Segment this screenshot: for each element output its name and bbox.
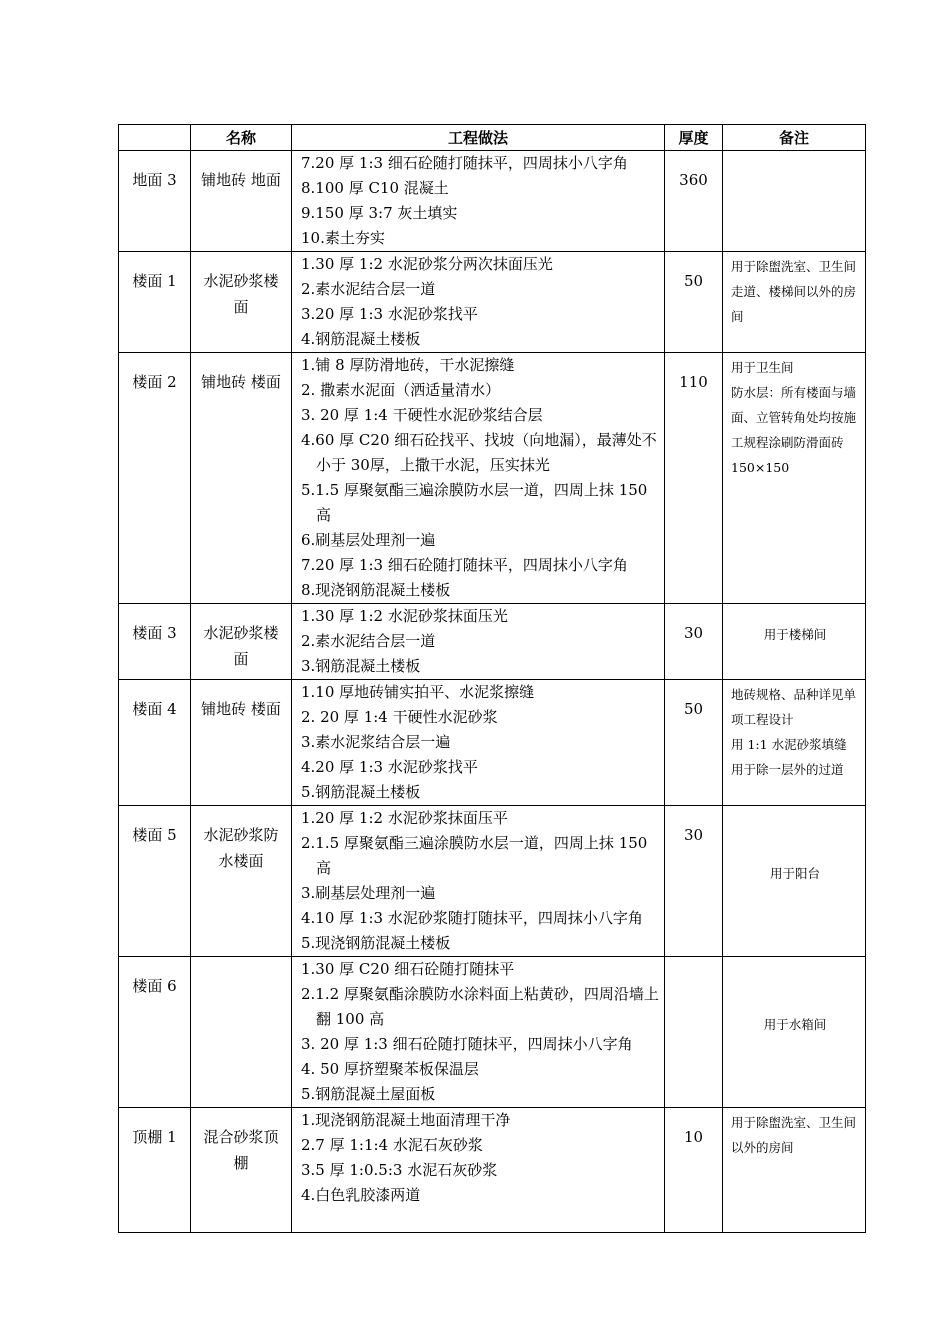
row-note-cell [723, 252, 866, 353]
row-thickness-cell: 10 [665, 1108, 723, 1233]
row-name-cell: 水泥砂浆楼面 [191, 252, 292, 353]
row-note-cell [723, 604, 866, 680]
method-line: 6.刷基层处理剂一遍 [301, 531, 436, 549]
table-row [119, 957, 866, 1108]
note-line: 用于水箱间 [763, 1017, 827, 1032]
row-method-cell [292, 151, 665, 252]
method-line: 1.现浇钢筋混凝土地面清理干净 [301, 1111, 511, 1129]
row-note-cell [723, 151, 866, 252]
row-name-cell: 混合砂浆顶棚 [191, 1108, 292, 1233]
method-line: 5.钢筋混凝土屋面板 [301, 1085, 436, 1103]
note-line: 用于除盥洗室、卫生间走道、楼梯间以外的房间 [731, 259, 857, 324]
row-id-cell: 楼面 3 [119, 604, 191, 680]
method-line: 3.20 厚 1:3 水泥砂浆找平 [301, 305, 478, 323]
row-name-cell: 水泥砂浆楼面 [191, 604, 292, 680]
row-thickness-cell: 110 [665, 353, 723, 604]
method-line: 2.素水泥结合层一道 [301, 280, 436, 298]
method-line: 4.60 厚 C20 细石砼找平、找坡（向地漏），最薄处不小于 30厚，上撒干水泥，压实抹光 [301, 431, 657, 474]
row-id-cell: 楼面 4 [119, 680, 191, 806]
method-line: 2.1.2 厚聚氨酯涂膜防水涂料面上粘黄砂，四周沿墙上翻 100 高 [301, 985, 659, 1028]
note-line: 用于阳台 [769, 866, 820, 881]
method-line: 3.钢筋混凝土楼板 [301, 657, 421, 675]
table-row [119, 353, 866, 604]
table-row [119, 151, 866, 252]
method-line: 1.30 厚 C20 细石砼随打随抹平 [301, 960, 515, 978]
method-line: 4.白色乳胶漆两道 [301, 1186, 421, 1204]
row-method-cell [292, 1108, 665, 1233]
row-thickness-cell: 360 [665, 151, 723, 252]
method-line: 5.钢筋混凝土楼板 [301, 783, 421, 801]
table-row [119, 252, 866, 353]
note-line: 用于楼梯间 [763, 626, 827, 642]
row-method-cell [292, 353, 665, 604]
method-line: 3.5 厚 1:0.5:3 水泥石灰砂浆 [301, 1161, 498, 1179]
note-line: 防水层：所有楼面与墙面、立管转角处均按施工规程涂刷防滑面砖 150×150 [731, 385, 857, 475]
row-name-cell [191, 957, 292, 1108]
row-name-cell: 铺地砖 楼面 [191, 353, 292, 604]
row-note-cell [723, 353, 866, 604]
row-name-cell: 水泥砂浆防水楼面 [191, 806, 292, 957]
method-line: 10.素土夯实 [301, 229, 385, 247]
method-line: 7.20 厚 1:3 细石砼随打随抹平，四周抹小八字角 [301, 154, 628, 172]
header-method: 工程做法 [292, 125, 665, 151]
table-row [119, 604, 866, 680]
row-id-cell: 楼面 6 [119, 957, 191, 1108]
row-method-cell [292, 806, 665, 957]
note-line: 用于除盥洗室、卫生间以外的房间 [731, 1115, 857, 1155]
note-line: 地砖规格、品种详见单项工程设计 [731, 687, 857, 727]
method-line: 1.30 厚 1:2 水泥砂浆抹面压光 [301, 607, 508, 625]
method-line: 3.素水泥浆结合层一遍 [301, 733, 451, 751]
method-line: 4. 50 厚挤塑聚苯板保温层 [301, 1060, 479, 1078]
construction-table [118, 124, 866, 1233]
row-note-cell [723, 680, 866, 806]
method-line: 2.1.5 厚聚氨酯三遍涂膜防水层一道，四周上抹 150 高 [301, 834, 648, 877]
row-method-cell [292, 252, 665, 353]
header-note: 备注 [723, 125, 866, 151]
method-line: 2. 撒素水泥面（洒适量清水） [301, 381, 501, 399]
row-thickness-cell: 30 [665, 604, 723, 680]
method-line: 2.7 厚 1:1:4 水泥石灰砂浆 [301, 1136, 483, 1154]
row-note-cell [723, 957, 866, 1108]
row-method-cell [292, 957, 665, 1108]
row-id-cell: 楼面 1 [119, 252, 191, 353]
method-line: 1.10 厚地砖铺实拍平、水泥浆擦缝 [301, 683, 535, 701]
table-row [119, 680, 866, 806]
method-line: 1.铺 8 厚防滑地砖，干水泥擦缝 [301, 356, 515, 374]
method-line: 8.现浇钢筋混凝土楼板 [301, 581, 451, 599]
method-line: 1.20 厚 1:2 水泥砂浆抹面压平 [301, 809, 508, 827]
table-row [119, 806, 866, 957]
table-row [119, 1108, 866, 1233]
row-method-cell [292, 680, 665, 806]
row-thickness-cell: 50 [665, 252, 723, 353]
method-line: 3.刷基层处理剂一遍 [301, 884, 436, 902]
row-note-cell [723, 806, 866, 957]
note-line: 用于除一层外的过道 [731, 762, 844, 777]
row-name-cell: 铺地砖 地面 [191, 151, 292, 252]
row-thickness-cell: 50 [665, 680, 723, 806]
header-thickness: 厚度 [665, 125, 723, 151]
header-blank [119, 125, 191, 151]
method-line: 4.10 厚 1:3 水泥砂浆随打随抹平，四周抹小八字角 [301, 909, 643, 927]
method-line: 4.钢筋混凝土楼板 [301, 330, 421, 348]
method-line: 8.100 厚 C10 混凝土 [301, 179, 449, 197]
method-line: 9.150 厚 3:7 灰土填实 [301, 204, 458, 222]
note-line: 用 1:1 水泥砂浆填缝 [731, 737, 847, 752]
method-line: 2.素水泥结合层一道 [301, 632, 436, 650]
method-line: 5.1.5 厚聚氨酯三遍涂膜防水层一道，四周上抹 150 高 [301, 481, 648, 524]
method-line: 3. 20 厚 1:3 细石砼随打随抹平，四周抹小八字角 [301, 1035, 633, 1053]
row-name-cell: 铺地砖 楼面 [191, 680, 292, 806]
row-id-cell: 顶棚 1 [119, 1108, 191, 1233]
row-id-cell: 楼面 2 [119, 353, 191, 604]
row-thickness-cell [665, 957, 723, 1108]
row-method-cell [292, 604, 665, 680]
method-line: 1.30 厚 1:2 水泥砂浆分两次抹面压光 [301, 255, 553, 273]
method-line: 3. 20 厚 1:4 干硬性水泥砂浆结合层 [301, 406, 543, 424]
table-header-row [119, 125, 866, 151]
method-line: 2. 20 厚 1:4 干硬性水泥砂浆 [301, 708, 498, 726]
row-id-cell: 楼面 5 [119, 806, 191, 957]
method-line: 5.现浇钢筋混凝土楼板 [301, 934, 451, 952]
row-thickness-cell: 30 [665, 806, 723, 957]
note-line: 用于卫生间 [731, 360, 794, 375]
header-name: 名称 [191, 125, 292, 151]
row-note-cell [723, 1108, 866, 1233]
method-line: 4.20 厚 1:3 水泥砂浆找平 [301, 758, 478, 776]
row-id-cell: 地面 3 [119, 151, 191, 252]
method-line: 7.20 厚 1:3 细石砼随打随抹平，四周抹小八字角 [301, 556, 628, 574]
